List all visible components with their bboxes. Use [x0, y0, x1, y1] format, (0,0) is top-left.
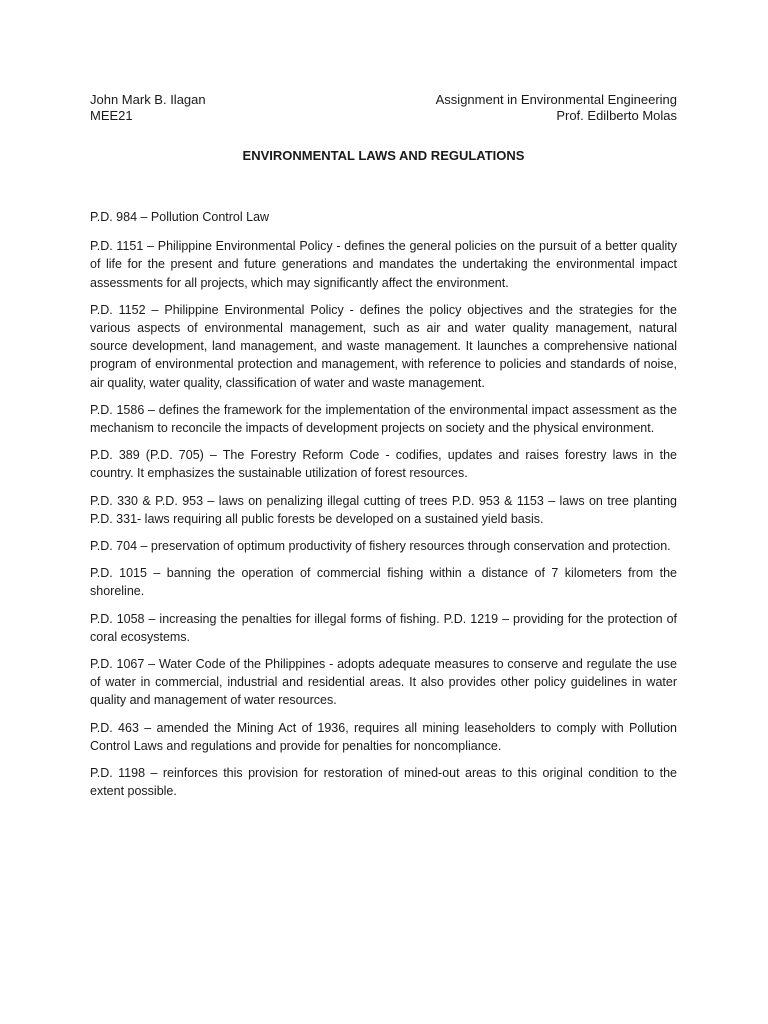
header-right-block — [436, 92, 677, 124]
professor-name: Prof. Edilberto Molas — [556, 108, 677, 123]
law-paragraph-pd-984: P.D. 984 – Pollution Control Law — [90, 210, 270, 224]
law-paragraph-pd-1152: P.D. 1152 – Philippine Environmental Policy - defines the policy objectives and the strategies for the various aspects of environmental management, such as air and water quality management, natural source development, land management, and waste management. It launches a comprehensive national program of environmental protection and management, with reference to policies and standards of noise, air quality, water quality, classification of water and waste management. — [90, 302, 677, 390]
course-code: MEE21 — [90, 108, 133, 123]
author-name: John Mark B. Ilagan — [90, 92, 206, 107]
law-paragraph-pd-1015: P.D. 1015 – banning the operation of commercial fishing within a distance of 7 kilometers from the shoreline. — [90, 566, 677, 599]
law-paragraph-pd-463: P.D. 463 – amended the Mining Act of 1936, requires all mining leaseholders to comply with Pollution Control Laws and regulations and provide for penalties for noncompliance. — [90, 720, 677, 753]
law-paragraph-pd-1151: P.D. 1151 – Philippine Environmental Policy - defines the general policies on the pursuit of a better quality of life for the present and future generations and mandates the undertaking the environmental impact assessments for all projects, which may significantly affect the environment. — [90, 239, 677, 290]
law-paragraph-pd-330-953: P.D. 330 & P.D. 953 – laws on penalizing illegal cutting of trees P.D. 953 & 1153 – laws on tree planting P.D. 331- laws requiring all public forests be developed on a sustained yield basis. — [90, 493, 677, 526]
document-body — [90, 208, 677, 800]
document-header — [90, 92, 677, 124]
document-title: ENVIRONMENTAL LAWS AND REGULATIONS — [242, 148, 525, 163]
assignment-title: Assignment in Environmental Engineering — [435, 92, 677, 107]
law-paragraph-pd-1058: P.D. 1058 – increasing the penalties for illegal forms of fishing. P.D. 1219 – providing for the protection of coral ecosystems. — [90, 611, 677, 644]
law-paragraph-pd-389: P.D. 389 (P.D. 705) – The Forestry Reform Code - codifies, updates and raises forestry laws in the country. It emphasizes the sustainable utilization of forest resources. — [90, 448, 677, 481]
header-left-block — [90, 92, 206, 124]
document-page — [90, 92, 677, 809]
law-paragraph-pd-1586: P.D. 1586 – defines the framework for the implementation of the environmental impact assessment as the mechanism to reconcile the impacts of development projects on society and the physical environment. — [90, 402, 677, 436]
law-paragraph-pd-1198: P.D. 1198 – reinforces this provision for restoration of mined-out areas to this original condition to the extent possible. — [90, 766, 677, 799]
law-paragraph-pd-1067: P.D. 1067 – Water Code of the Philippines - adopts adequate measures to conserve and regulate the use of water in commercial, industrial and residential areas. It also provides other policy guidelines in water quality and management of water resources. — [90, 657, 677, 708]
law-paragraph-pd-704: P.D. 704 – preservation of optimum productivity of fishery resources through conservation and protection. — [90, 539, 671, 554]
